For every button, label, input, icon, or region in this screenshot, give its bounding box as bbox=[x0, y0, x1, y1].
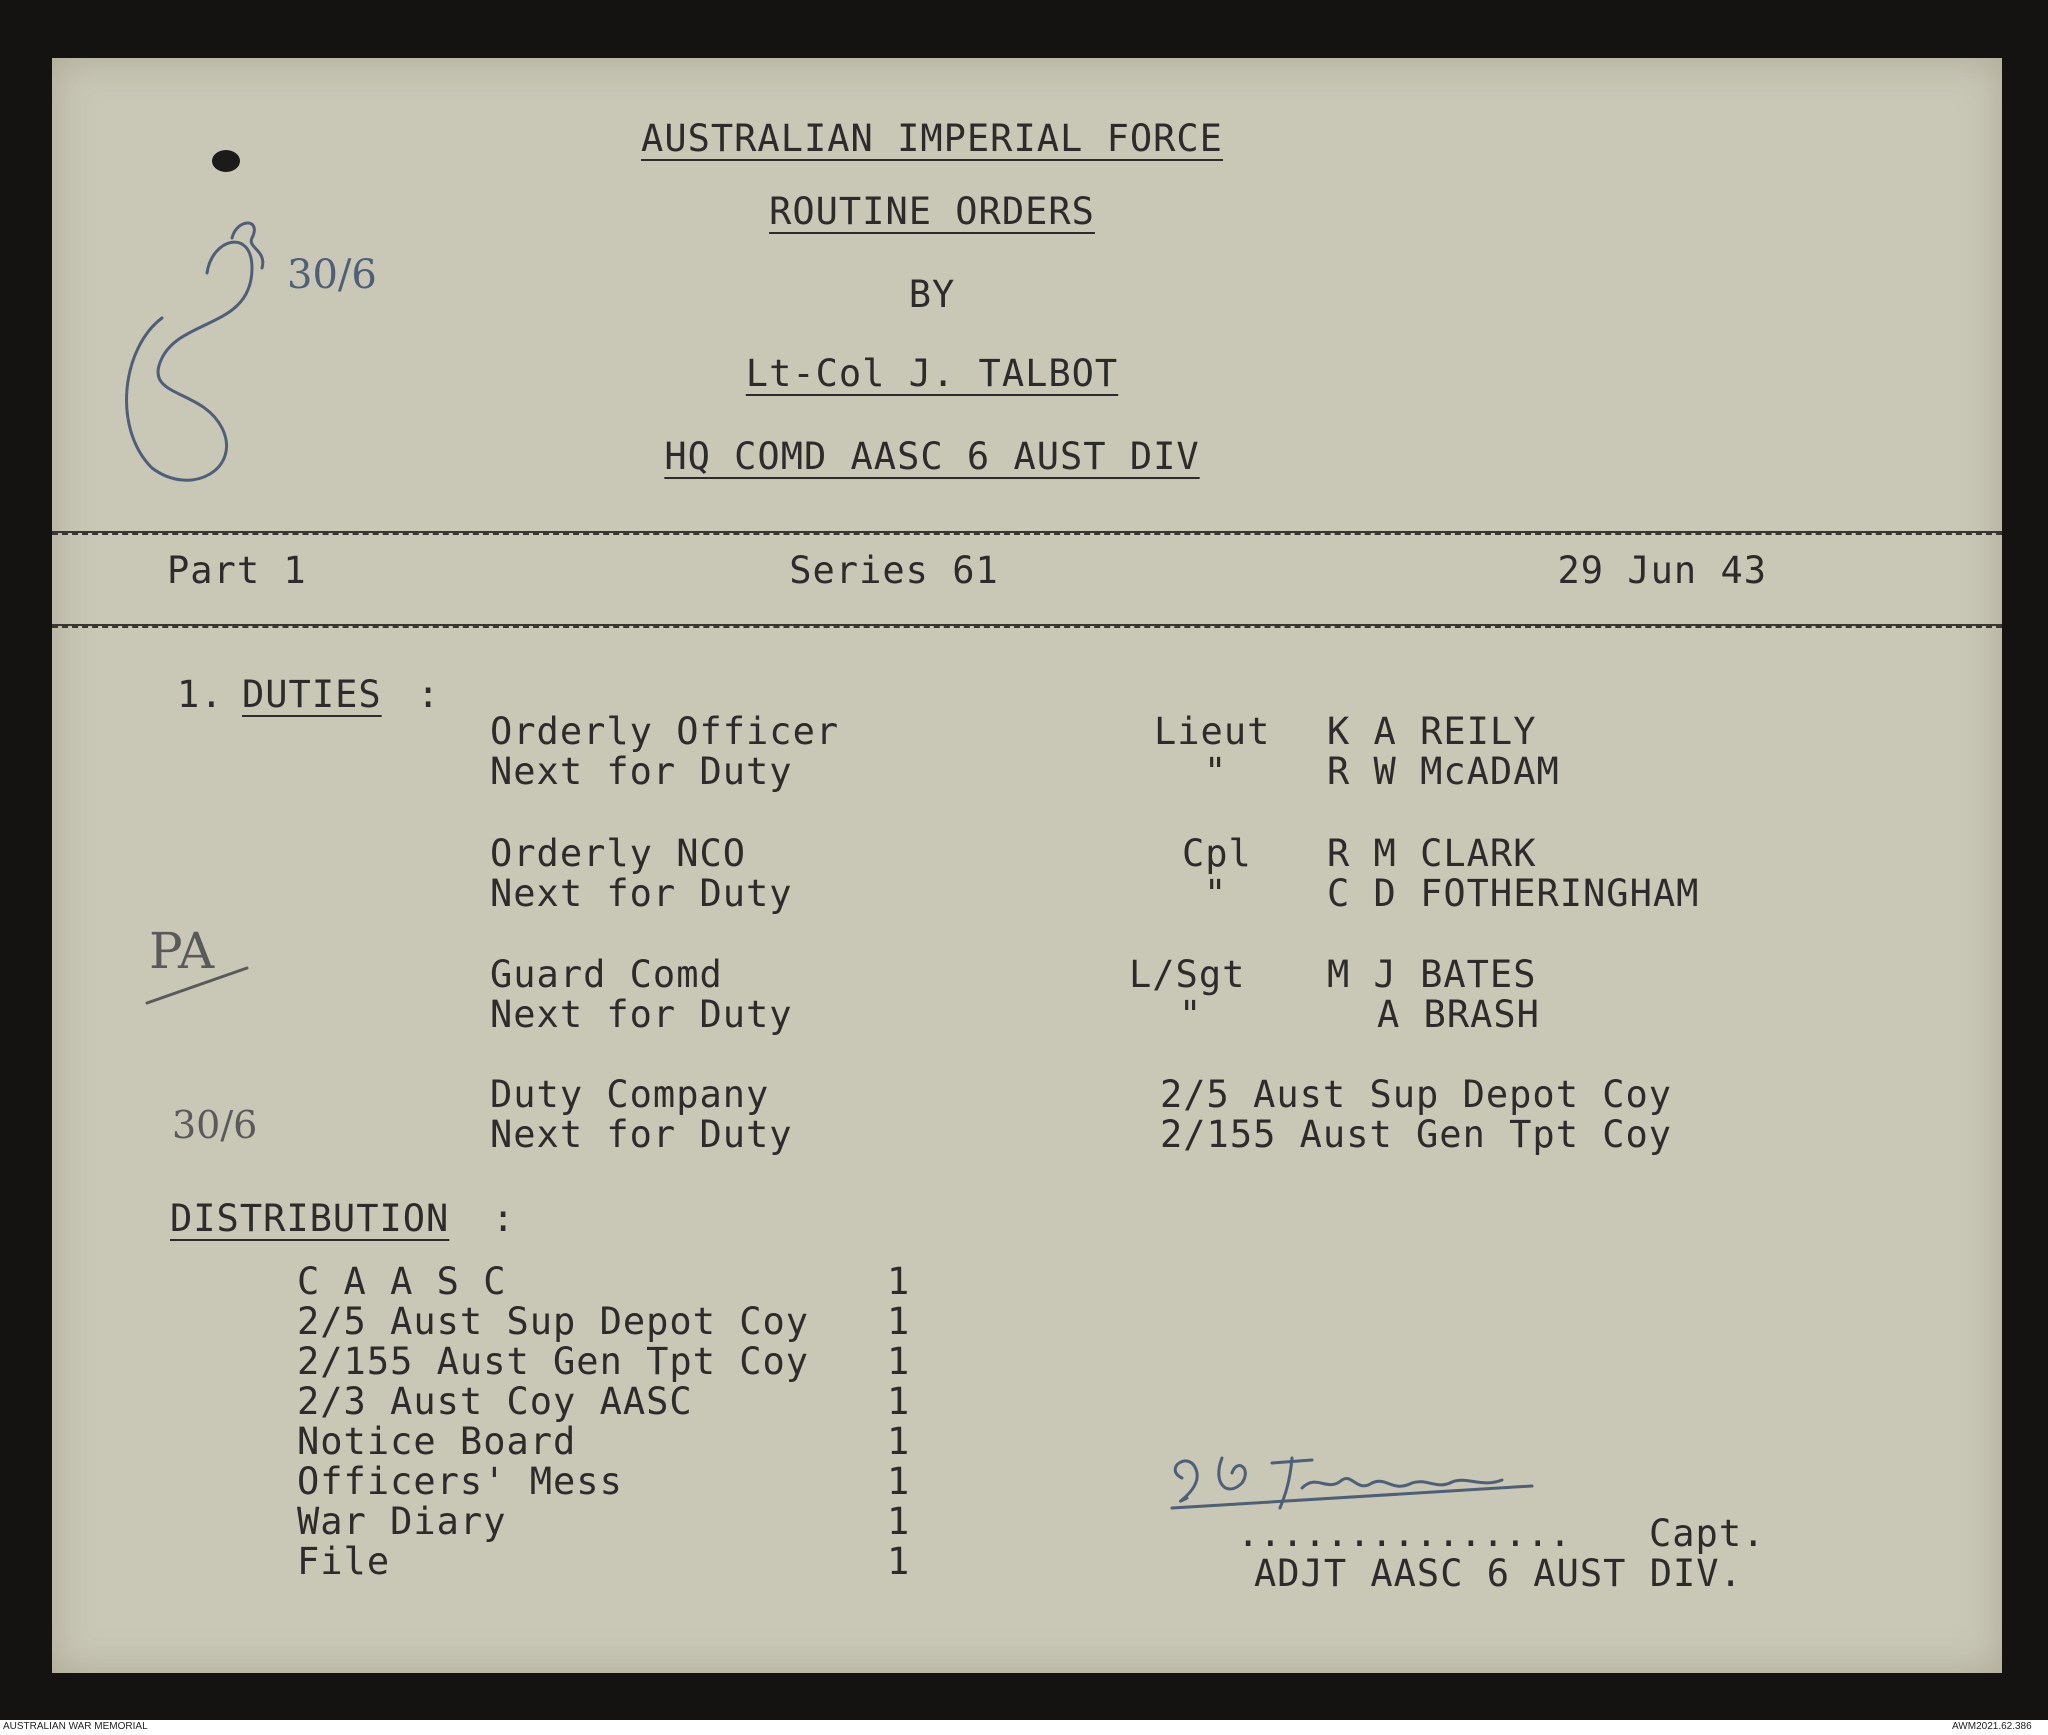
footer-credit: AUSTRALIAN WAR MEMORIAL bbox=[3, 1721, 148, 1732]
duty-rank: " bbox=[1179, 993, 1203, 1036]
distribution-item: C A A S C bbox=[297, 1260, 507, 1303]
duty-rank: " bbox=[1204, 750, 1228, 793]
doc-by: BY bbox=[908, 273, 956, 316]
duty-name: K A REILY bbox=[1327, 710, 1537, 753]
duty-name: C D FOTHERINGHAM bbox=[1327, 872, 1700, 915]
duty-role: Next for Duty bbox=[490, 750, 793, 793]
part-number: Part 1 bbox=[167, 549, 307, 592]
distribution-count: 1 bbox=[887, 1420, 911, 1463]
distribution-count: 1 bbox=[887, 1540, 911, 1583]
duty-name: R M CLARK bbox=[1327, 832, 1537, 875]
handwritten-signature bbox=[1152, 1438, 1582, 1528]
signature-rank: Capt. bbox=[1649, 1512, 1766, 1555]
series-number: Series 61 bbox=[789, 549, 999, 592]
distribution-item: File bbox=[297, 1540, 391, 1583]
distribution-colon: : bbox=[492, 1197, 516, 1240]
distribution-count: 1 bbox=[887, 1260, 911, 1303]
duties-number: 1. bbox=[177, 673, 224, 716]
distribution-count: 1 bbox=[887, 1380, 911, 1423]
duty-role: Duty Company bbox=[490, 1073, 770, 1116]
document-page bbox=[52, 58, 2002, 1673]
handwritten-date-top: 30/6 bbox=[287, 252, 377, 298]
duty-role: Next for Duty bbox=[490, 993, 793, 1036]
duty-rank: Lieut bbox=[1154, 710, 1271, 753]
distribution-item: Notice Board bbox=[297, 1420, 577, 1463]
duties-heading: DUTIES bbox=[242, 673, 382, 716]
distribution-item: 2/5 Aust Sup Depot Coy bbox=[297, 1300, 810, 1343]
duty-name: R W McADAM bbox=[1327, 750, 1560, 793]
order-date: 29 Jun 43 bbox=[1557, 549, 1767, 592]
doc-title: AUSTRALIAN IMPERIAL FORCE bbox=[641, 117, 1223, 160]
distribution-item: Officers' Mess bbox=[297, 1460, 623, 1503]
duty-name: M J BATES bbox=[1327, 953, 1537, 996]
signature-title: ADJT AASC 6 AUST DIV. bbox=[1254, 1552, 1743, 1595]
doc-subtitle: ROUTINE ORDERS bbox=[769, 190, 1095, 233]
doc-author: Lt-Col J. TALBOT bbox=[745, 352, 1119, 395]
doc-unit: HQ COMD AASC 6 AUST DIV bbox=[664, 435, 1200, 478]
duty-role: Orderly NCO bbox=[490, 832, 747, 875]
duty-role: Orderly Officer bbox=[490, 710, 840, 753]
rule-bottom bbox=[52, 624, 2002, 628]
handwritten-initials bbox=[102, 178, 402, 508]
duty-company: 2/5 Aust Sup Depot Coy bbox=[1160, 1073, 1673, 1116]
punch-hole bbox=[212, 150, 240, 172]
signature-dots: ............... bbox=[1237, 1512, 1572, 1555]
distribution-count: 1 bbox=[887, 1460, 911, 1503]
duty-company: 2/155 Aust Gen Tpt Coy bbox=[1160, 1113, 1673, 1156]
duty-rank: Cpl bbox=[1182, 832, 1252, 875]
distribution-count: 1 bbox=[887, 1340, 911, 1383]
distribution-heading: DISTRIBUTION bbox=[170, 1197, 450, 1240]
duties-colon: : bbox=[417, 673, 441, 716]
duty-role: Next for Duty bbox=[490, 872, 793, 915]
distribution-item: 2/3 Aust Coy AASC bbox=[297, 1380, 693, 1423]
duty-rank: " bbox=[1204, 872, 1228, 915]
duty-name: A BRASH bbox=[1377, 993, 1540, 1036]
duty-role: Guard Comd bbox=[490, 953, 723, 996]
distribution-item: War Diary bbox=[297, 1500, 507, 1543]
duty-rank: L/Sgt bbox=[1129, 953, 1246, 996]
handwritten-pa-note bbox=[147, 908, 287, 1168]
distribution-count: 1 bbox=[887, 1500, 911, 1543]
handwritten-pa-date: 30/6 bbox=[172, 1103, 258, 1147]
handwritten-pa: PA bbox=[149, 922, 215, 980]
distribution-item: 2/155 Aust Gen Tpt Coy bbox=[297, 1340, 810, 1383]
distribution-count: 1 bbox=[887, 1300, 911, 1343]
footer-accession: AWM2021.62.386 bbox=[1952, 1721, 2032, 1732]
duty-role: Next for Duty bbox=[490, 1113, 793, 1156]
rule-top bbox=[52, 531, 2002, 535]
